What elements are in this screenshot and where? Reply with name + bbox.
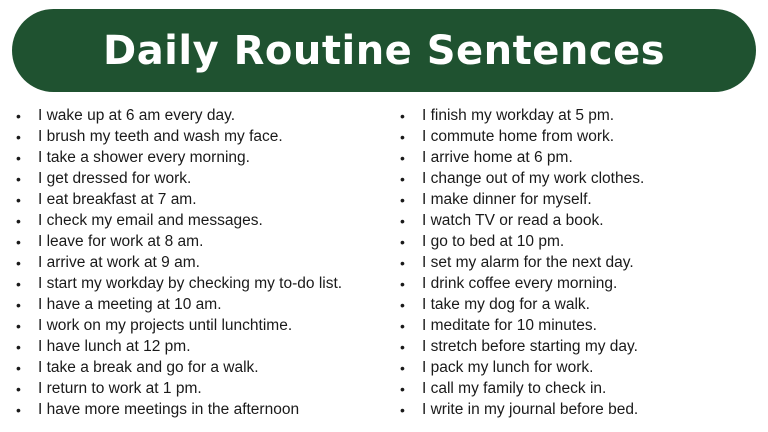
sentence-text: I arrive at work at 9 am.: [38, 253, 200, 271]
sentence-text: I arrive home at 6 pm.: [422, 148, 573, 166]
sentence-text: I write in my journal before bed.: [422, 400, 639, 418]
sentence-text: I watch TV or read a book.: [422, 211, 604, 229]
sentence-text: I work on my projects until lunchtime.: [38, 316, 293, 334]
sentence-text: I commute home from work.: [422, 127, 615, 145]
sentence-text: I set my alarm for the next day.: [422, 253, 634, 271]
bullet-icon: •: [16, 149, 21, 166]
right-sentence-list: [400, 105, 760, 420]
page-title: Daily Routine Sentences: [102, 27, 666, 74]
sentence-list-item: [16, 336, 388, 357]
bullet-icon: •: [400, 380, 405, 397]
bullet-icon: •: [400, 233, 405, 250]
bullet-icon: •: [16, 275, 21, 292]
sentence-text: I meditate for 10 minutes.: [422, 316, 597, 334]
bullet-icon: •: [16, 401, 21, 418]
sentence-list-item: [400, 105, 760, 126]
sentence-list-item: [400, 231, 760, 252]
sentence-list-item: [400, 294, 760, 315]
sentence-text: I have lunch at 12 pm.: [38, 337, 191, 355]
bullet-icon: •: [400, 401, 405, 418]
sentence-list-item: [400, 252, 760, 273]
sentence-list-item: [400, 126, 760, 147]
bullet-icon: •: [400, 128, 405, 145]
title-banner: [12, 9, 756, 92]
sentence-list-item: [400, 273, 760, 294]
bullet-icon: •: [16, 212, 21, 229]
sentence-list-item: [16, 105, 388, 126]
bullet-icon: •: [400, 296, 405, 313]
sentence-text: I get dressed for work.: [38, 169, 192, 187]
sentence-text: I pack my lunch for work.: [422, 358, 594, 376]
bullet-icon: •: [16, 380, 21, 397]
bullet-icon: •: [400, 317, 405, 334]
bullet-icon: •: [16, 296, 21, 313]
sentence-text: I change out of my work clothes.: [422, 169, 645, 187]
bullet-icon: •: [16, 338, 21, 355]
sentence-list-item: [400, 378, 760, 399]
sentence-list-item: [16, 126, 388, 147]
bullet-icon: •: [16, 317, 21, 334]
sentence-text: I start my workday by checking my to-do list.: [38, 274, 343, 292]
bullet-icon: •: [16, 233, 21, 250]
bullet-icon: •: [16, 128, 21, 145]
bullet-icon: •: [400, 359, 405, 376]
bullet-icon: •: [400, 191, 405, 208]
bullet-icon: •: [400, 212, 405, 229]
sentence-text: I stretch before starting my day.: [422, 337, 638, 355]
sentence-list-item: [16, 210, 388, 231]
sentence-text: I call my family to check in.: [422, 379, 607, 397]
bullet-icon: •: [16, 359, 21, 376]
sentence-text: I make dinner for myself.: [422, 190, 592, 208]
sentence-list-item: [400, 147, 760, 168]
sentence-list-item: [16, 231, 388, 252]
sentence-text: I check my email and messages.: [38, 211, 263, 229]
sentence-text: I go to bed at 10 pm.: [422, 232, 565, 250]
sentence-text: I return to work at 1 pm.: [38, 379, 202, 397]
bullet-icon: •: [16, 191, 21, 208]
sentence-list-item: [16, 378, 388, 399]
sentence-list-item: [16, 252, 388, 273]
sentence-list-item: [400, 168, 760, 189]
bullet-icon: •: [16, 107, 21, 124]
sentence-text: I drink coffee every morning.: [422, 274, 618, 292]
left-sentence-list: [16, 105, 388, 420]
sentence-text: I brush my teeth and wash my face.: [38, 127, 283, 145]
sentence-list-item: [16, 315, 388, 336]
sentence-text: I take a shower every morning.: [38, 148, 250, 166]
bullet-icon: •: [400, 107, 405, 124]
bullet-icon: •: [16, 170, 21, 187]
bullet-icon: •: [400, 275, 405, 292]
sentence-list-item: [16, 168, 388, 189]
sentence-list-item: [400, 189, 760, 210]
sentence-text: I eat breakfast at 7 am.: [38, 190, 197, 208]
bullet-icon: •: [400, 254, 405, 271]
sentence-list-item: [400, 210, 760, 231]
sentence-list-item: [400, 357, 760, 378]
sentence-text: I take my dog for a walk.: [422, 295, 590, 313]
bullet-icon: •: [400, 338, 405, 355]
sentence-list-item: [400, 315, 760, 336]
bullet-icon: •: [16, 254, 21, 271]
sentence-list-item: [16, 147, 388, 168]
sentence-text: I have a meeting at 10 am.: [38, 295, 222, 313]
sentence-text: I leave for work at 8 am.: [38, 232, 204, 250]
sentence-list-item: [16, 357, 388, 378]
sentence-list-item: [16, 273, 388, 294]
sentence-list-item: [400, 399, 760, 420]
bullet-icon: •: [400, 170, 405, 187]
sentence-list-item: [16, 189, 388, 210]
sentence-text: I take a break and go for a walk.: [38, 358, 259, 376]
sentence-text: I finish my workday at 5 pm.: [422, 106, 615, 124]
sentence-list-item: [400, 336, 760, 357]
sentence-list-item: [16, 399, 388, 420]
sentence-list-item: [16, 294, 388, 315]
sentence-text: I wake up at 6 am every day.: [38, 106, 236, 124]
bullet-icon: •: [400, 149, 405, 166]
sentence-text: I have more meetings in the afternoon: [38, 400, 300, 418]
